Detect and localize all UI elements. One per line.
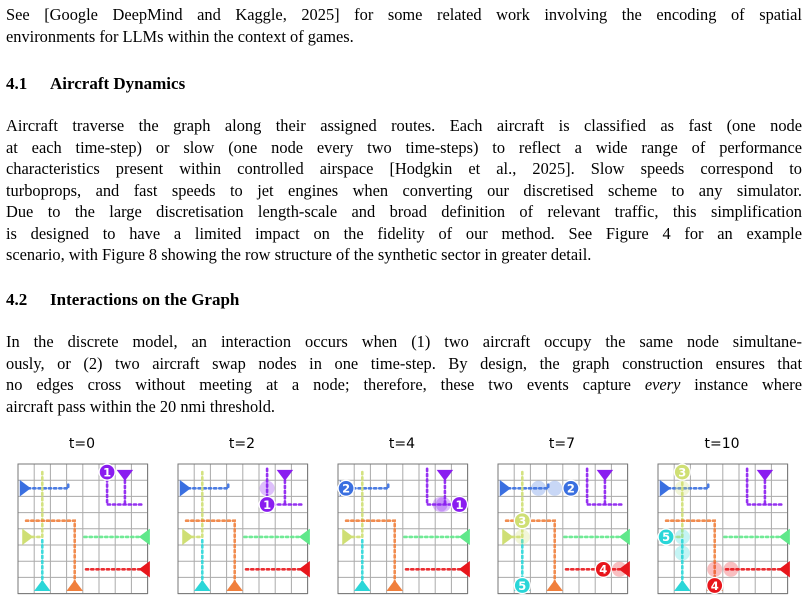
intro-paragraph [6, 4, 802, 47]
arrow-icon [354, 580, 371, 591]
arrow-icon [20, 480, 31, 497]
arrow-icon [22, 529, 33, 546]
arrow-icon [34, 580, 51, 591]
arrow-icon [619, 529, 630, 546]
aircraft-trail-ghost [515, 529, 530, 544]
text-line: ously, or (2) two aircraft swap nodes in one time-step. By design, the graph construction ensures that [6, 353, 802, 373]
text-line: environments for LLMs within the context of games. [6, 26, 354, 46]
text-line: at each time-step) or slow (one node every two time-steps) to reflect a wide range of performance [6, 137, 802, 157]
panel-graph [654, 460, 790, 596]
aircraft-trail-ghost [433, 497, 448, 512]
text-run: instance where [680, 375, 803, 394]
aircraft-trail-ghost [260, 481, 275, 496]
arrow-icon [299, 529, 310, 546]
aircraft-id-label: 2 [566, 481, 575, 496]
text-line: scenario, with Figure 8 showing the row structure of the synthetic sector in greater detail. [6, 245, 592, 264]
section-title: Aircraft Dynamics [50, 74, 186, 93]
arrow-icon [757, 470, 774, 481]
figure-panel [494, 436, 630, 596]
text-line [6, 374, 802, 396]
aircraft-id-label: 5 [518, 578, 527, 593]
panel-graph [174, 460, 310, 596]
section-number: 4.2 [6, 290, 28, 309]
section-title: Interactions on the Graph [50, 290, 240, 309]
panel-time-label: t=10 [704, 436, 740, 452]
arrow-icon [194, 580, 211, 591]
text-line: turboprops, and fast speeds to jet engines when converting our discretised scheme to any simulator. [6, 180, 802, 200]
arrow-icon [226, 580, 243, 591]
panel-graph [334, 460, 470, 596]
figure-panel [174, 436, 310, 596]
arrow-icon [674, 580, 691, 591]
panel-graph [494, 460, 630, 596]
aircraft-id-label: 4 [710, 578, 719, 593]
aircraft-trail-ghost [675, 481, 690, 496]
arrow-icon [597, 470, 614, 481]
section-heading-4-1 [6, 74, 185, 94]
emphasis-word: every [644, 375, 681, 394]
aircraft-id-label: 3 [518, 514, 527, 528]
text-line: aircraft pass within the 20 nmi threshold. [6, 396, 276, 416]
aircraft-id-label: 4 [599, 562, 608, 577]
aircraft-trail-ghost [612, 562, 627, 577]
aircraft-trail-ghost [707, 562, 722, 577]
text-line: See [Google DeepMind and Kaggle, 2025] for some related work involving the encoding of spatial [6, 5, 802, 24]
figure-panel [14, 436, 150, 596]
arrow-icon [182, 529, 193, 546]
text-line: In the discrete model, an interaction occurs when (1) two aircraft occupy the same node simultane- [6, 332, 802, 351]
aircraft-dynamics-paragraph [6, 115, 802, 266]
aircraft-trail-ghost [723, 562, 738, 577]
arrow-icon [546, 580, 563, 591]
panel-time-label: t=4 [388, 436, 416, 452]
aircraft-trail-ghost [675, 546, 690, 561]
grid [18, 464, 148, 594]
panel-time-label: t=0 [68, 436, 96, 452]
arrow-icon [277, 470, 294, 481]
grid [338, 464, 468, 594]
panel-time-label: t=7 [548, 436, 576, 452]
text-line: Aircraft traverse the graph along their assigned routes. Each aircraft is classified as fast (one node [6, 116, 802, 135]
panel-time-label: t=2 [228, 436, 256, 452]
section-number: 4.1 [6, 74, 28, 93]
arrow-icon [502, 529, 513, 546]
aircraft-id-label: 2 [342, 481, 351, 496]
arrow-icon [139, 561, 150, 578]
text-line: Due to the large discretisation length-scale and broad definition of relevant traffic, this simplification [6, 202, 802, 221]
aircraft-id-label: 1 [263, 497, 272, 512]
arrow-icon [386, 580, 403, 591]
arrow-icon [139, 529, 150, 546]
aircraft-trail-ghost [547, 481, 562, 496]
arrow-icon [779, 561, 790, 578]
arrow-icon [180, 480, 191, 497]
aircraft-id-label: 3 [678, 465, 687, 480]
arrow-icon [459, 561, 470, 578]
aircraft-trail-ghost [531, 481, 546, 496]
aircraft-id-label: 1 [103, 465, 112, 480]
text-line: characteristics present within controlled airspace [Hodgkin et al., 2025]. Slow speeds correspond to [6, 159, 802, 178]
aircraft-id-label: 5 [662, 530, 671, 545]
arrow-icon [66, 580, 83, 591]
arrow-icon [117, 470, 134, 481]
arrow-icon [779, 529, 790, 546]
aircraft-trail-ghost [675, 529, 690, 544]
aircraft-id-label: 1 [455, 497, 464, 512]
figure-panel [334, 436, 470, 596]
grid [178, 464, 308, 594]
figure-panel [654, 436, 790, 596]
panel-graph [14, 460, 150, 596]
text-line: is designed to have a limited impact on the fidelity of our method. See Figure 4 for an example [6, 223, 802, 243]
text-run: no edges cross without meeting at a node; therefore, these two events capture [6, 375, 645, 394]
arrow-icon [459, 529, 470, 546]
arrow-icon [500, 480, 511, 497]
section-heading-4-2 [6, 290, 239, 310]
arrow-icon [299, 561, 310, 578]
arrow-icon [660, 480, 671, 497]
interactions-paragraph [6, 331, 802, 417]
arrow-icon [437, 470, 454, 481]
arrow-icon [342, 529, 353, 546]
